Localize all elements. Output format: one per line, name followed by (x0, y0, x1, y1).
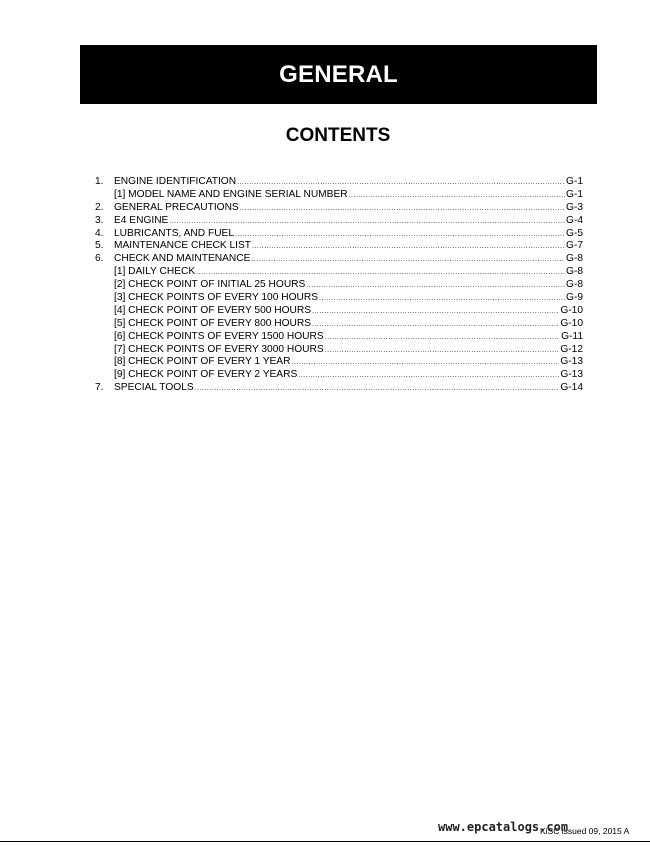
toc-dot-leader (325, 332, 560, 345)
toc-entry[interactable] (95, 344, 583, 357)
toc-dot-leader (312, 306, 559, 319)
toc-entry-number: 4. (95, 227, 104, 239)
toc-entry-page: G-1 (566, 176, 583, 187)
toc-dot-leader (298, 370, 559, 383)
toc-entry-page: G-1 (566, 188, 583, 200)
toc-dot-leader (252, 241, 565, 254)
watermark: www.epcatalogs.com (438, 820, 569, 834)
toc-entry-label: [1] MODEL NAME AND ENGINE SERIAL NUMBER (114, 188, 348, 200)
issue-footer: KiSC issued 09, 2015 A (540, 826, 630, 836)
toc-dot-leader (240, 203, 565, 216)
toc-entry[interactable] (95, 356, 583, 369)
toc-entry[interactable] (95, 228, 583, 241)
toc-entry[interactable] (95, 331, 583, 344)
toc-entry-label: [3] CHECK POINTS OF EVERY 100 HOURS (114, 292, 318, 304)
toc-entry[interactable] (95, 305, 583, 318)
toc-entry-label: [2] CHECK POINT OF INITIAL 25 HOURS (114, 279, 306, 291)
toc-dot-leader (291, 357, 559, 370)
toc-entry-label: E4 ENGINE (114, 214, 169, 226)
toc-entry-page: G-10 (560, 304, 583, 316)
toc-entry-page: G-5 (566, 227, 583, 239)
toc-entry-page: G-8 (566, 253, 583, 265)
toc-entry-number: 2. (95, 201, 104, 213)
toc-entry-label: CHECK AND MAINTENANCE (114, 253, 251, 265)
toc-entry[interactable] (95, 382, 583, 395)
toc-entry-page: G-13 (560, 369, 583, 381)
table-of-contents (95, 176, 583, 395)
toc-dot-leader (325, 345, 560, 358)
toc-entry-page: G-13 (560, 356, 583, 368)
toc-entry-label: [6] CHECK POINTS OF EVERY 1500 HOURS (114, 330, 324, 342)
toc-entry-page: G-14 (560, 382, 583, 394)
toc-entry-label: ENGINE IDENTIFICATION (114, 176, 237, 187)
toc-entry-number: 5. (95, 240, 104, 252)
toc-entry-page: G-3 (566, 201, 583, 213)
toc-dot-leader (349, 190, 565, 203)
toc-entry[interactable] (95, 189, 583, 202)
toc-entry-number: 6. (95, 253, 104, 265)
toc-entry-label: [1] DAILY CHECK (114, 266, 196, 278)
toc-entry-page: G-11 (561, 330, 583, 342)
toc-entry-page: G-9 (566, 292, 583, 304)
section-banner (80, 45, 597, 104)
toc-entry-label: LUBRICANTS, AND FUEL (114, 227, 235, 239)
toc-entry-number: 7. (95, 382, 104, 394)
page-bottom-rule (0, 841, 650, 842)
toc-dot-leader (251, 254, 565, 267)
toc-entry[interactable] (95, 215, 583, 228)
toc-entry-label: GENERAL PRECAUTIONS (114, 201, 239, 213)
banner-title: GENERAL (279, 60, 398, 88)
toc-entry[interactable] (95, 292, 583, 305)
toc-dot-leader (235, 229, 565, 242)
toc-dot-leader (319, 293, 565, 306)
toc-entry-label: MAINTENANCE CHECK LIST (114, 240, 251, 252)
toc-entry[interactable] (95, 279, 583, 292)
toc-entry-label: [9] CHECK POINT OF EVERY 2 YEARS (114, 369, 298, 381)
toc-entry-number: 1. (95, 176, 104, 187)
toc-entry[interactable] (95, 318, 583, 331)
toc-entry-label: [4] CHECK POINT OF EVERY 500 HOURS (114, 304, 312, 316)
toc-entry-label: SPECIAL TOOLS (114, 382, 194, 394)
contents-heading: CONTENTS (285, 125, 391, 146)
toc-entry-label: [8] CHECK POINT OF EVERY 1 YEAR (114, 356, 291, 368)
toc-entry[interactable] (95, 240, 583, 253)
toc-entry-page: G-8 (566, 266, 583, 278)
toc-entry-page: G-10 (560, 317, 583, 329)
toc-entry[interactable] (95, 176, 583, 189)
toc-entry[interactable] (95, 369, 583, 382)
toc-entry[interactable] (95, 253, 583, 266)
toc-entry[interactable] (95, 202, 583, 215)
toc-entry-page: G-7 (566, 240, 583, 252)
toc-entry-label: [5] CHECK POINT OF EVERY 800 HOURS (114, 317, 312, 329)
toc-entry-page: G-12 (560, 343, 583, 355)
toc-entry-page: G-4 (566, 214, 583, 226)
toc-dot-leader (312, 319, 559, 332)
toc-entry-number: 3. (95, 214, 104, 226)
toc-entry-label: [7] CHECK POINTS OF EVERY 3000 HOURS (114, 343, 324, 355)
toc-dot-leader (306, 280, 565, 293)
toc-dot-leader (195, 383, 560, 396)
toc-entry-page: G-8 (566, 279, 583, 291)
toc-entry[interactable] (95, 266, 583, 279)
